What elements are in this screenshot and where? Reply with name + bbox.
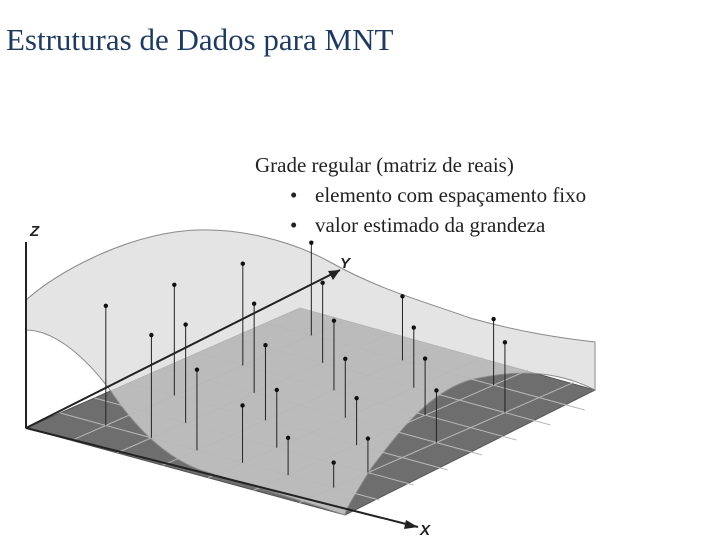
z-axis-label: Z <box>30 223 40 240</box>
sample-point <box>241 262 245 266</box>
sample-point <box>104 304 108 308</box>
content-block <box>255 150 586 240</box>
sample-point <box>320 281 324 285</box>
sample-point <box>412 325 416 329</box>
sample-point <box>400 294 404 298</box>
sample-point <box>149 333 153 337</box>
content-heading: Grade regular (matriz de reais) <box>255 153 514 177</box>
sample-point <box>434 388 438 392</box>
sample-point <box>332 319 336 323</box>
sample-point <box>423 356 427 360</box>
bullet-item <box>255 210 586 240</box>
sample-point <box>240 403 244 407</box>
bullet-list <box>255 180 586 240</box>
sample-point <box>331 460 335 464</box>
bullet-dot-icon: • <box>290 183 298 207</box>
y-axis-label: Y <box>340 255 351 272</box>
bullet-dot-icon: • <box>290 213 298 237</box>
sample-point <box>309 240 313 244</box>
x-axis-label: X <box>420 522 431 539</box>
sample-point <box>354 396 358 400</box>
sample-point <box>252 301 256 305</box>
slide-title: Estruturas de Dados para MNT <box>6 22 394 57</box>
bullet-text: valor estimado da grandeza <box>315 213 546 237</box>
sample-point <box>286 436 290 440</box>
sample-point <box>263 343 267 347</box>
sample-point <box>491 317 495 321</box>
x-axis-arrow <box>404 520 418 529</box>
sample-point <box>503 340 507 344</box>
sample-point <box>366 436 370 440</box>
sample-point <box>343 357 347 361</box>
sample-point <box>183 322 187 326</box>
bullet-text: elemento com espaçamento fixo <box>315 183 587 207</box>
interpolated-surface <box>26 230 595 515</box>
sample-point <box>172 283 176 287</box>
sample-point <box>275 388 279 392</box>
sample-point <box>195 367 199 371</box>
bullet-item <box>255 180 586 210</box>
